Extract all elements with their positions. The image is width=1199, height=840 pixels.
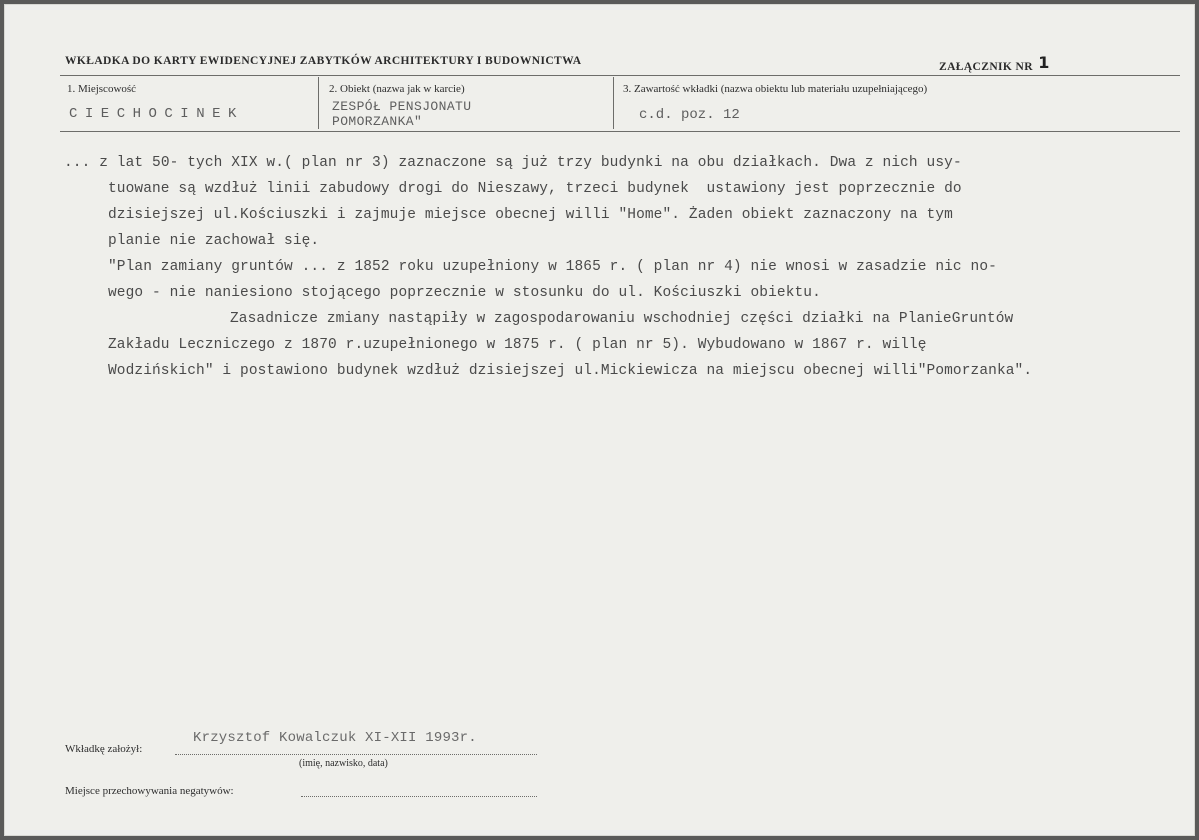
- locality-value: CIECHOCINEK: [69, 106, 244, 122]
- field-divider-1: [318, 77, 319, 129]
- object-label: 2. Obiekt (nazwa jak w karcie): [329, 83, 465, 95]
- attachment-label: ZAŁĄCZNIK NR: [939, 61, 1033, 73]
- body-line-3: dzisiejszej ul.Kościuszki i zajmuje miejsce obecnej willi "Home". Żaden obiekt zaznaczony na tym: [108, 207, 953, 223]
- negatives-label: Miejsce przechowywania negatywów:: [65, 785, 234, 797]
- negatives-dotted-line: [301, 796, 537, 797]
- body-line-9: Wodzińskich" i postawiono budynek wzdłuż dzisiejszej ul.Mickiewicza na miejscu obecnej willi"Pomorzanka".: [108, 363, 1033, 379]
- founder-label: Wkładkę założył:: [65, 743, 143, 755]
- body-line-7: Zasadnicze zmiany nastąpiły w zagospodarowaniu wschodniej części działki na PlanieGruntów: [230, 311, 1014, 327]
- content-label: 3. Zawartość wkładki (nazwa obiektu lub materiału uzupełniającego): [623, 83, 928, 95]
- founder-value: Krzysztof Kowalczuk XI-XII 1993r.: [193, 730, 477, 746]
- body-line-8: Zakładu Leczniczego z 1870 r.uzupełnionego w 1875 r. ( plan nr 5). Wybudowano w 1867 r. willę: [108, 337, 927, 353]
- body-line-1: ... z lat 50- tych XIX w.( plan nr 3) zaznaczone są już trzy budynki na obu działkach. Dwa z nich usy-: [64, 155, 962, 171]
- body-line-6: wego - nie naniesiono stojącego poprzecznie w stosunku do ul. Kościuszki obiektu.: [108, 285, 821, 301]
- inventory-card: [4, 4, 1195, 836]
- founder-caption: (imię, nazwisko, data): [299, 758, 388, 769]
- object-value-line2: POMORZANKA": [332, 114, 423, 129]
- header-divider-top: [60, 75, 1180, 76]
- body-line-4: planie nie zachował się.: [108, 233, 320, 249]
- content-value: c.d. poz. 12: [639, 107, 740, 123]
- field-divider-2: [613, 77, 614, 129]
- object-value-line1: ZESPÓŁ PENSJONATU: [332, 99, 472, 114]
- body-line-2: tuowane są wzdłuż linii zabudowy drogi do Nieszawy, trzeci budynek ustawiony jest poprzecznie do: [108, 181, 962, 197]
- locality-label: 1. Miejscowość: [67, 83, 137, 95]
- card-title: WKŁADKA DO KARTY EWIDENCYJNEJ ZABYTKÓW ARCHITEKTURY I BUDOWNICTWA: [65, 55, 582, 67]
- body-line-5: "Plan zamiany gruntów ... z 1852 roku uzupełniony w 1865 r. ( plan nr 4) nie wnosi w zasadzie nic no-: [108, 259, 997, 275]
- header-divider-bottom: [60, 131, 1180, 132]
- attachment-number: [939, 55, 1050, 74]
- founder-dotted-line: [175, 754, 537, 755]
- attachment-number-value: 1: [1038, 53, 1050, 72]
